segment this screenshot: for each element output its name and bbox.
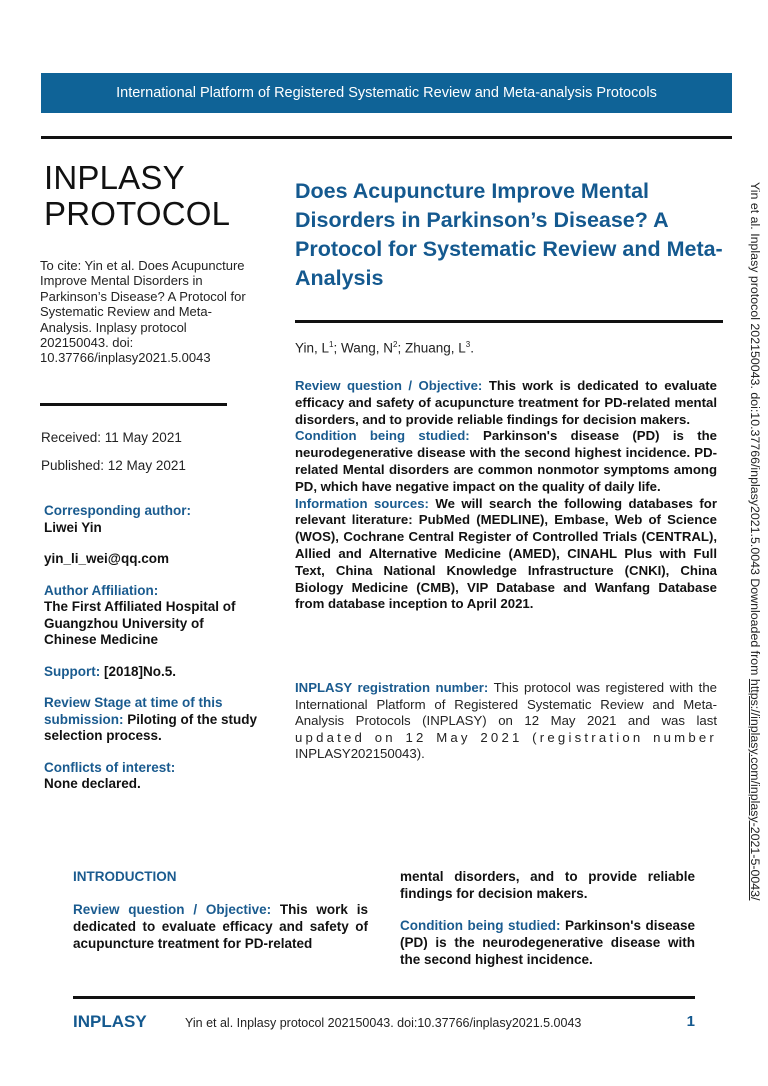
abstract-objective: Review question / Objective: This work is dedicated to evaluate efficacy and safety of acupuncture treatment for PD-related mental disorders, and to provide reliable findings for decision makers. (295, 378, 717, 427)
banner-text: International Platform of Registered Systematic Review and Meta-analysis Protocols (116, 85, 657, 101)
published-date: Published: 12 May 2021 (41, 458, 186, 473)
article-meta (44, 503, 259, 808)
abstract (295, 378, 717, 613)
dates (41, 430, 186, 486)
paper-title: Does Acupuncture Improve Mental Disorders in Parkinson’s Disease? A Protocol for Systematic Review and Meta-Analysis (295, 179, 723, 290)
footer-brand: INPLASY (73, 1012, 147, 1031)
footer-reference: Yin et al. Inplasy protocol 202150043. doi:10.37766/inplasy2021.5.0043 (185, 1016, 582, 1030)
title-block (295, 177, 723, 293)
page-footer (73, 1012, 695, 1034)
abstract-condition: Condition being studied: Parkinson's disease (PD) is the neurodegenerative disease with the second highest incidence. PD-related Mental disorders are common nonmotor symptoms among PD, which have negative impact on the quality of daily life. (295, 428, 717, 494)
section-heading: INTRODUCTION (73, 869, 177, 884)
divider (295, 320, 723, 323)
header-banner (41, 73, 732, 113)
author-email[interactable]: yin_li_wei@qq.com (44, 551, 169, 566)
conflicts-of-interest: Conflicts of interest: None declared. (44, 759, 176, 791)
sidebar (40, 160, 255, 366)
corresponding-author: Corresponding author: Liwei Yin (44, 503, 191, 535)
download-link[interactable]: https://inplasy.com/inplasy-2021-5-0043/ (748, 678, 762, 901)
divider (73, 996, 695, 999)
page-number: 1 (686, 1013, 695, 1030)
divider (40, 403, 227, 406)
support: Support: [2018]No.5. (44, 663, 177, 679)
intro-column-2: mental disorders, and to provide reliable findings for decision makers. Condition being studied: Parkinson's disease (PD) is the neurodegenerative disease with the second highest incidence. (400, 869, 695, 967)
author-affiliation: Author Affiliation: The First Affiliated Hospital of Guangzhou University of Chinese Medicine (44, 582, 236, 647)
author-list: Yin, $L^1$; Wang, $N^2$; Zhuang, $L^3$. (295, 340, 475, 356)
received-date: Received: 11 May 2021 (41, 430, 182, 445)
registration-info: INPLASY registration number: This protocol was registered with the International Platform of Registered Systematic Review and Meta-Analysis Protocols (INPLASY) on 12 May 2021 and was last updated on 12 May 2021 (registration number INPLASY202150043). (295, 680, 718, 761)
intro-column-1: INTRODUCTION Review question / Objective: This work is dedicated to evaluate efficacy and safety of acupuncture treatment for PD-related (73, 869, 368, 951)
citation: To cite: Yin et al. Does Acupuncture Improve Mental Disorders in Parkinson’s Disease? A Protocol for Systematic Review and Meta-Analysis. Inplasy protocol 202150043. doi: 10.37766/inplasy2021.5.0043 (40, 258, 246, 366)
download-note: Yin et al. Inplasy protocol 202150043. doi:10.37766/inplasy2021.5.0043 Downloaded from https://inplasy.com/inplasy-2021-5-0043/ (748, 182, 762, 901)
abstract-sources: Information sources: We will search the following databases for relevant literature: PubMed (MEDLINE), Embase, Web of Science (WOS), Cochrane Central Register of Controlled Trials (CENTRAL), Allied and Alternative Medicine (AMED), CINAHL Plus with Full Text, China National Knowledge Infrastructure (CNKI), China Biology Medicine (CMB), VIP Database and Wanfang Database from database inception to April 2021. (295, 495, 717, 612)
review-stage: Review Stage at time of this submission: Piloting of the study selection process. (44, 695, 258, 743)
protocol-heading: INPLASY PROTOCOL (44, 159, 231, 232)
divider (41, 136, 732, 139)
